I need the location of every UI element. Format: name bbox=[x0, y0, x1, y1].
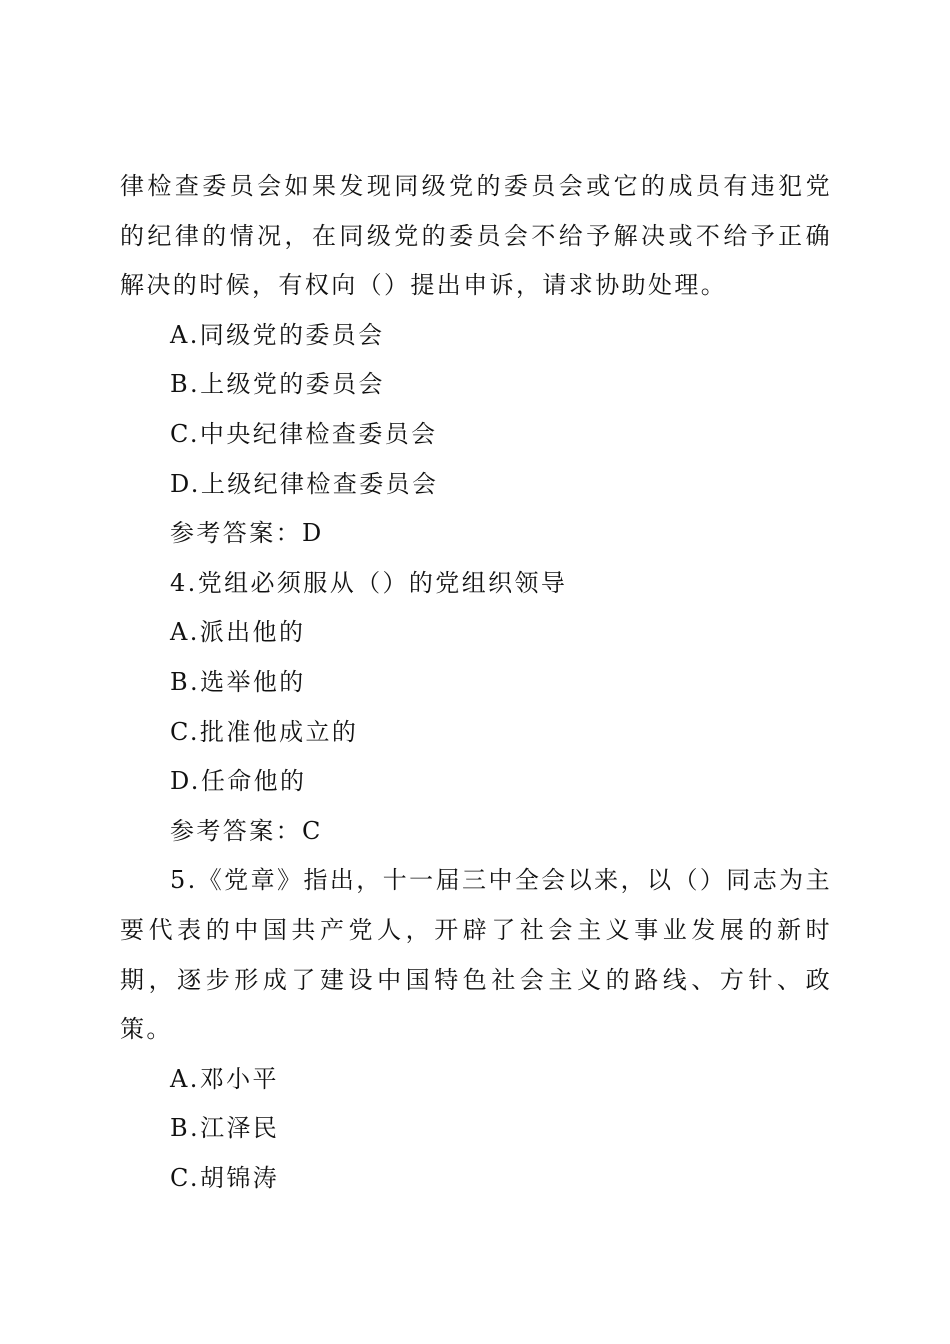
question-4-option-c: C.批准他成立的 bbox=[170, 717, 359, 746]
document-body bbox=[120, 162, 832, 1203]
question-3-text-continued: 律检查委员会如果发现同级党的委员会或它的成员有违犯党的纪律的情况，在同级党的委员会不给予解决或不给予正确解决的时候，有权向（）提出申诉，请求协助处理。 bbox=[120, 172, 832, 300]
question-3-option-b: B.上级党的委员会 bbox=[170, 370, 385, 399]
question-4-option-b: B.选举他的 bbox=[170, 667, 306, 696]
question-4-answer: 参考答案：C bbox=[170, 816, 323, 845]
question-4-text: 4.党组必须服从（）的党组织领导 bbox=[170, 568, 568, 597]
question-5-text: 5.《党章》指出，十一届三中全会以来，以（）同志为主要代表的中国共产党人，开辟了社会主义事业发展的新时期，逐步形成了建设中国特色社会主义的路线、方针、政策。 bbox=[120, 866, 832, 1044]
question-3-option-d: D.上级纪律检查委员会 bbox=[170, 469, 439, 498]
question-4-option-d: D.任命他的 bbox=[170, 767, 307, 796]
question-3-option-a: A.同级党的委员会 bbox=[170, 320, 385, 349]
question-5-option-c: C.胡锦涛 bbox=[170, 1163, 280, 1192]
question-3-answer: 参考答案：D bbox=[170, 519, 324, 548]
question-3-option-c: C.中央纪律检查委员会 bbox=[170, 419, 438, 448]
question-5-option-a: A.邓小平 bbox=[170, 1064, 279, 1093]
question-5-option-b: B.江泽民 bbox=[170, 1114, 280, 1143]
question-4-option-a: A.派出他的 bbox=[170, 618, 306, 647]
